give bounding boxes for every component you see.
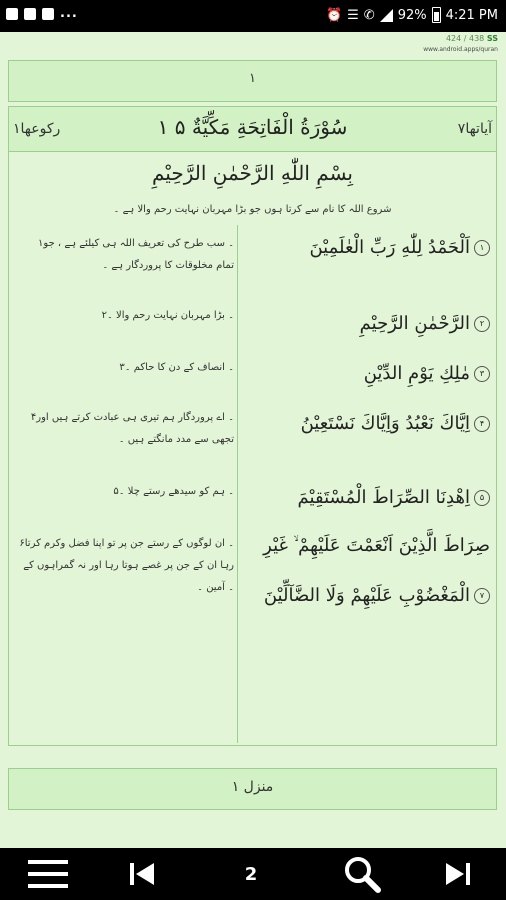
para-header xyxy=(8,60,497,102)
notification-icons xyxy=(6,6,78,21)
verse-arabic[interactable] xyxy=(360,313,490,334)
page-counter xyxy=(423,34,498,55)
next-page-button[interactable] xyxy=(442,848,474,900)
wifi-icon: ☰ xyxy=(347,7,359,23)
clock: 4:21 PM xyxy=(445,7,498,23)
call-icon: ✆ xyxy=(363,7,375,23)
verse-number: ۴ xyxy=(474,416,490,432)
ruku-label: رکوعھا xyxy=(20,121,61,137)
verse-text: مٰلِكِ يَوْمِ الدِّيْنِ xyxy=(363,363,470,384)
previous-page-button[interactable] xyxy=(126,848,158,900)
bismillah-arabic: بِسْمِ اللّٰهِ الرَّحْمٰنِ الرَّحِيْمِ xyxy=(151,161,353,185)
para-number: ۱ xyxy=(249,71,256,86)
verse-translation: ۱۔ سب طرح کی تعریف اللہ ہی کیلئے ہے ، جو تمام مخلوقات کا پروردگار ہے ۔ xyxy=(38,238,234,271)
surah-page xyxy=(8,106,497,746)
search-icon xyxy=(342,854,382,894)
manzil-label: منزل ۱ xyxy=(231,779,274,795)
battery-percent: 92% xyxy=(397,7,427,23)
verse-number: ۳ xyxy=(474,366,490,382)
verse-text: الْمَغْضُوْبِ عَلَيْهِمْ وَلَا الضَّآلِّيْنَ xyxy=(263,585,470,606)
bismillah-translation: شروع اللہ کا نام سے کرتا ہوں جو بڑا مہربان نہایت رحم والا ہے ۔ xyxy=(113,204,392,215)
verse-translation: ۲۔ بڑا مہربان نہایت رحم والا ۔ xyxy=(101,310,234,321)
page-counter-value: 424 / 438 xyxy=(445,34,485,43)
battery-icon xyxy=(432,7,441,23)
page-number[interactable]: 2 xyxy=(244,863,258,885)
skip-previous-icon xyxy=(127,859,157,889)
ruku-info xyxy=(13,121,60,137)
more-notifications-icon: ... xyxy=(60,6,78,21)
page-counter-badge: SS xyxy=(486,34,498,43)
verse-translation: ۳۔ انصاف کے دن کا حاکم ۔ xyxy=(119,362,234,373)
surah-title-num: ۱ xyxy=(157,115,169,139)
system-status xyxy=(326,7,498,23)
verse-number: ۵ xyxy=(474,490,490,506)
verse-text: اِيَّاكَ نَعْبُدُ وَاِيَّاكَ نَسْتَعِيْنُ xyxy=(300,413,470,434)
search-button[interactable] xyxy=(342,848,382,900)
verse-translation: ۴۔ اے پروردگار ہم تیری ہی عبادت کرتے ہیں اور تجھی سے مدد مانگتے ہیں ۔ xyxy=(30,412,234,445)
message-icon xyxy=(42,8,54,20)
verse-number: ۷ xyxy=(474,588,490,604)
surah-title-text: سُوْرَةُ الْفَاتِحَةِ مَكِّيَّةٌ xyxy=(191,115,348,139)
status-bar xyxy=(0,0,506,32)
verse-translation: ۶۔ ان لوگوں کے رستے جن پر تو اپنا فضل وکرم کرتا رہا ان کے جن پر غصے ہوتا رہا اور نہ گمراہوں کے ۔ آمین ۔ xyxy=(19,538,234,593)
verse-arabic[interactable] xyxy=(263,535,490,556)
verse-text: اَلْحَمْدُ لِلّٰهِ رَبِّ الْعٰلَمِيْنَ xyxy=(309,237,470,258)
skip-next-icon xyxy=(443,859,473,889)
verse-arabic[interactable] xyxy=(364,363,490,384)
ruku-count: ۱ xyxy=(13,121,21,137)
ayat-info xyxy=(458,121,492,137)
hamburger-icon xyxy=(28,860,68,888)
verse-text: صِرَاطَ الَّذِيْنَ اَنْعَمْتَ عَلَيْهِمْ ۙ غَيْرِ xyxy=(263,535,490,556)
verse-arabic[interactable] xyxy=(298,487,490,508)
verse-number: ۱ xyxy=(474,240,490,256)
menu-button[interactable] xyxy=(26,848,70,900)
verse-arabic[interactable] xyxy=(309,237,490,258)
ayat-label: آیاتھا xyxy=(465,121,492,137)
column-divider xyxy=(237,225,238,743)
verse-number: ۲ xyxy=(474,316,490,332)
surah-title xyxy=(119,115,386,139)
bottom-navigation xyxy=(0,848,506,900)
verse-arabic-continued[interactable] xyxy=(264,585,490,606)
surah-title-bar xyxy=(9,107,496,152)
verse-translation: ۵۔ ہم کو سیدھے رستے چلا ۔ xyxy=(113,486,234,497)
manzil-footer xyxy=(8,768,497,810)
verse-text: اِهْدِنَا الصِّرَاطَ الْمُسْتَقِيْمَ xyxy=(297,487,470,508)
app-url: www.android.apps/quran xyxy=(423,46,498,53)
alarm-icon: ⏰ xyxy=(325,7,343,23)
signal-icon xyxy=(380,9,393,22)
mail-icon xyxy=(24,8,36,20)
verse-arabic[interactable] xyxy=(301,413,490,434)
ayat-count: ۷ xyxy=(457,121,466,137)
surah-title-type: ۵ xyxy=(174,115,186,139)
notification-icon xyxy=(6,8,18,20)
verse-text: الرَّحْمٰنِ الرَّحِيْمِ xyxy=(359,313,470,334)
